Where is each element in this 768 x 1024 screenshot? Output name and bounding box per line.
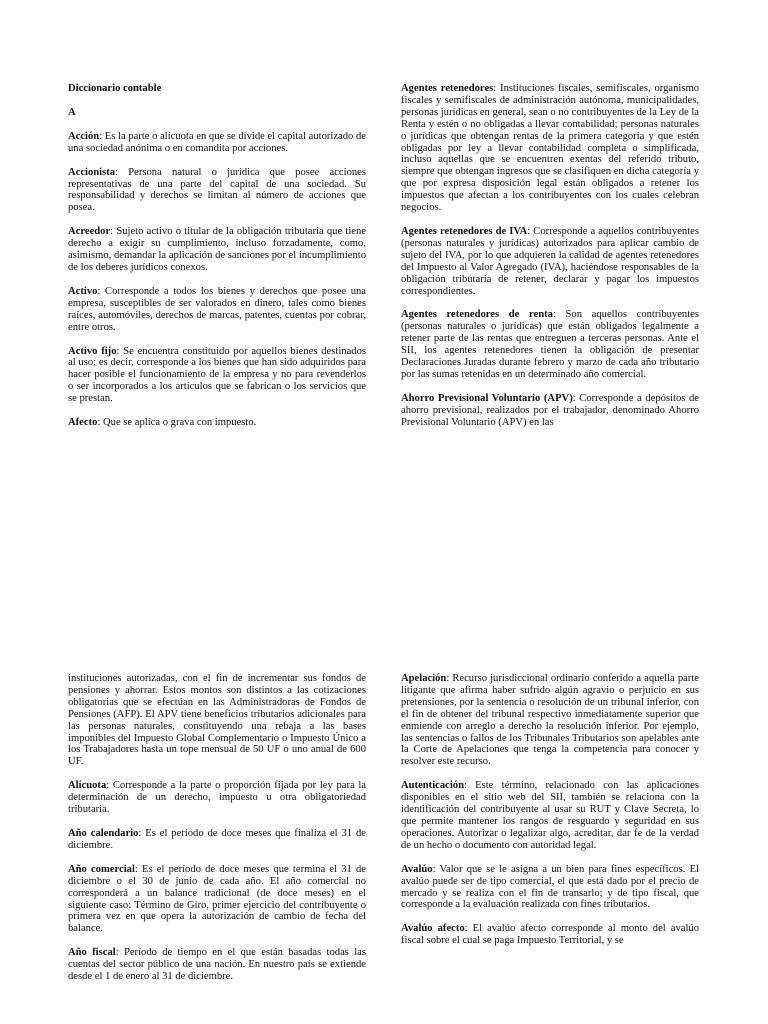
glossary-entry <box>68 346 366 406</box>
entries-column-2 <box>401 83 699 429</box>
entry-term: Apelación <box>401 673 447 684</box>
entry-definition: : Sujeto activo o titular de la obligación tributaria que tiene derecho a exigir su cumplimiento, incluso forzadamente, como, asimismo, demandar la aplicación de sanciones por el incumplimiento de los deberes jurídicos conexos. <box>68 226 366 273</box>
entry-definition: : Este término, relacionado con las aplicaciones disponibles en el sitio web del SII, también se relaciona con la identificación del contribuyente al usar su RUT y Clave Secreta, lo que permite mantener los rangos de resguardo y seguridad en sus operaciones. Autorizar o legalizar algo, acreditar, dar fe de la verdad de un hecho o documento con autoridad legal. <box>401 780 699 851</box>
entry-term: Autenticación <box>401 780 464 792</box>
entry-definition: : Que se aplica o grava con impuesto. <box>97 417 257 429</box>
entry-term: Agentes retenedores de renta <box>401 309 553 321</box>
section-letter: A <box>68 106 76 118</box>
entry-term: Avalúo afecto <box>401 923 465 935</box>
glossary-entry <box>68 417 366 429</box>
entry-definition: instituciones autorizadas, con el fin de incrementar sus fondos de pensiones y ahorrar. Estos montos son distintos a las cotizaciones obligatorias que se efectúan en las Administradoras de Fondos de Pensiones (AFP). El APV tiene beneficios tributarios adicionales para las personas naturales, constituyendo una rebaja a las bases imponibles del Impuesto Global Complementario o Impuesto Único a los Trabajadores hasta un tope mensual de 50 UF o uno anual de 600 UF. <box>68 673 366 768</box>
entries-column-4 <box>401 673 699 947</box>
entry-term: Acreedor <box>68 226 111 238</box>
entry-definition: : Recurso jurisdiccional ordinario conferido a aquella parte litigante que afirma haber sufrido algún agravio o perjuicio en sus pretensiones, por la sentencia o resolución de un tribunal inferior, con el fin de obtener del tribunal respectivo inmediatamente superior que enmiende con arreglo a derecho la resolución inferior. Por ejemplo, las sentencias o fallos de los Tribunales Tributarios son apelables ante la Corte de Apelaciones que tenga la competencia para conocer y resolver este recurso. <box>401 673 699 768</box>
entries-column-3 <box>68 673 366 983</box>
entry-term: Alícuota <box>68 780 107 792</box>
entry-definition: : Es la parte o alícuota en que se divide el capital autorizado de una sociedad anónima o en comandita por acciones. <box>68 130 366 154</box>
glossary-entry <box>68 673 366 768</box>
glossary-entry <box>68 864 366 935</box>
entry-definition: : Valor que se le asigna a un bien para fines específicos. El avalúo puede ser de tipo comercial, el que está dado por el precio de mercado y se realiza con el fin de transarlo; y de tipo fiscal, que corresponde a la evaluación realizada con fines tributarios. <box>401 863 699 911</box>
column-4 <box>401 673 699 959</box>
entry-term: Agentes retenedores de IVA <box>401 225 528 237</box>
glossary-entry <box>68 131 366 155</box>
glossary-entry <box>401 309 699 380</box>
entry-term: Agentes retenedores <box>401 83 494 94</box>
entry-term: Afecto <box>68 417 98 429</box>
entry-definition: : Corresponde a la parte o proporción fijada por ley para la determinación de un derecho, impuesto u otra obligatoriedad tributaria. <box>68 780 366 816</box>
entry-term: Accionista <box>68 166 116 178</box>
entry-definition: : Son aquellos contribuyentes (personas naturales o jurídicas) que están obligados legalmente a retener parte de las rentas que entreguen a terceras personas. Ante el SII, los agentes retenedores tienen la obligación de presentar Declaraciones Juradas durante febrero y marzo de cada año tributario por las sumas retenidas en un determinado año comercial. <box>401 309 699 380</box>
glossary-entry <box>401 923 699 947</box>
entry-definition: : Se encuentra constituido por aquellos bienes destinados al uso; es decir, corresponde a los bienes que han sido adquiridos para hacer posible el funcionamiento de la empresa y no para revenderlos o ser incorporados a los artículos que se fabrican o los servicios que se prestan. <box>68 345 366 405</box>
glossary-entry <box>68 167 366 215</box>
glossary-entry <box>68 286 366 334</box>
entry-term: Año comercial <box>68 863 135 875</box>
document-title: Diccionario contable <box>68 83 162 94</box>
glossary-entry <box>68 947 366 983</box>
entry-definition: : Persona natural o jurídica que posee acciones representativas de una parte del capital de una sociedad. Su responsabilidad y derechos se limitan al número de acciones que posea. <box>68 166 366 214</box>
glossary-entry <box>401 673 699 768</box>
entries-column-1 <box>68 131 366 429</box>
entry-term: Avalúo <box>401 863 433 875</box>
glossary-entry <box>401 83 699 214</box>
entry-definition: : Corresponde a todos los bienes y derechos que posee una empresa, susceptibles de ser valorados en dinero, tales como bienes raíces, automóviles, derechos de marcas, patentes, cuentas por cobrar, entre otros. <box>68 285 366 333</box>
column-3 <box>68 673 366 995</box>
entry-definition: : Instituciones fiscales, semifiscales, organismo fiscales y semifiscales de administración autónoma, municipalidades, personas jurídicas en general, sean o no contribuyentes de la Ley de la Renta y estén o no obligadas a llevar contabilidad; personas naturales o jurídicas que obtengan rentas de la primera categoría y que estén obligadas por ley a llevar contabilidad completa o simplificada, incluso aquellas que se encuentren exentas del referido tributo, siempre que obtengan ingresos que se clasifiquen en dicha categoría y que por expresa disposición legal están obligados a retener los impuestos que afectan a los contribuyentes con los cuales celebran negocios. <box>401 83 699 214</box>
entry-definition: : Es el período de doce meses que finaliza el 31 de diciembre. <box>68 827 366 851</box>
glossary-entry <box>401 780 699 851</box>
entry-term: Activo <box>68 285 98 297</box>
column-2 <box>401 83 699 441</box>
glossary-entry <box>68 226 366 274</box>
glossary-entry <box>401 864 699 912</box>
column-1 <box>68 83 366 441</box>
entry-term: Ahorro Previsional Voluntario (APV) <box>401 392 573 404</box>
glossary-entry <box>401 226 699 297</box>
glossary-entry <box>68 780 366 816</box>
entry-term: Acción <box>68 130 100 142</box>
entry-term: Activo fijo <box>68 345 117 357</box>
glossary-entry <box>68 828 366 852</box>
entry-term: Año calendario <box>68 827 139 839</box>
entry-term: Año fiscal <box>68 947 116 959</box>
entry-definition: : Período de tiempo en el que están basadas todas las cuentas del sector público de una nación. En nuestro país se extiende desde el 1 de enero al 31 de diciembre. <box>68 947 366 983</box>
entry-definition: : El avalúo afecto corresponde al monto del avalúo fiscal sobre el cual se paga Impuesto Territorial, y se <box>401 923 699 947</box>
entry-definition: : Corresponde a aquellos contribuyentes (personas naturales y jurídicas) autorizados para aplicar cambio de sujeto del IVA, por lo que adquieren la calidad de agentes retenedores del Impuesto al Valor Agregado (IVA), haciéndose responsables de la obligación tributaria de retener, declarar y pagar los impuestos correspondientes. <box>401 225 699 297</box>
glossary-entry <box>401 393 699 429</box>
entry-definition: : Corresponde a depósitos de ahorro previsional, realizados por el trabajador, denominado Ahorro Previsional Voluntario (APV) en las <box>401 392 699 428</box>
entry-definition: : Es el período de doce meses que termina el 31 de diciembre o el 30 de junio de cada año. El año comercial no corresponderá a un balance tradicional (de doce meses) en el siguiente caso: Término de Giro, primer ejercicio del contribuyente o primera vez en que opera la autorización de cambio de fecha del balance. <box>68 863 366 935</box>
